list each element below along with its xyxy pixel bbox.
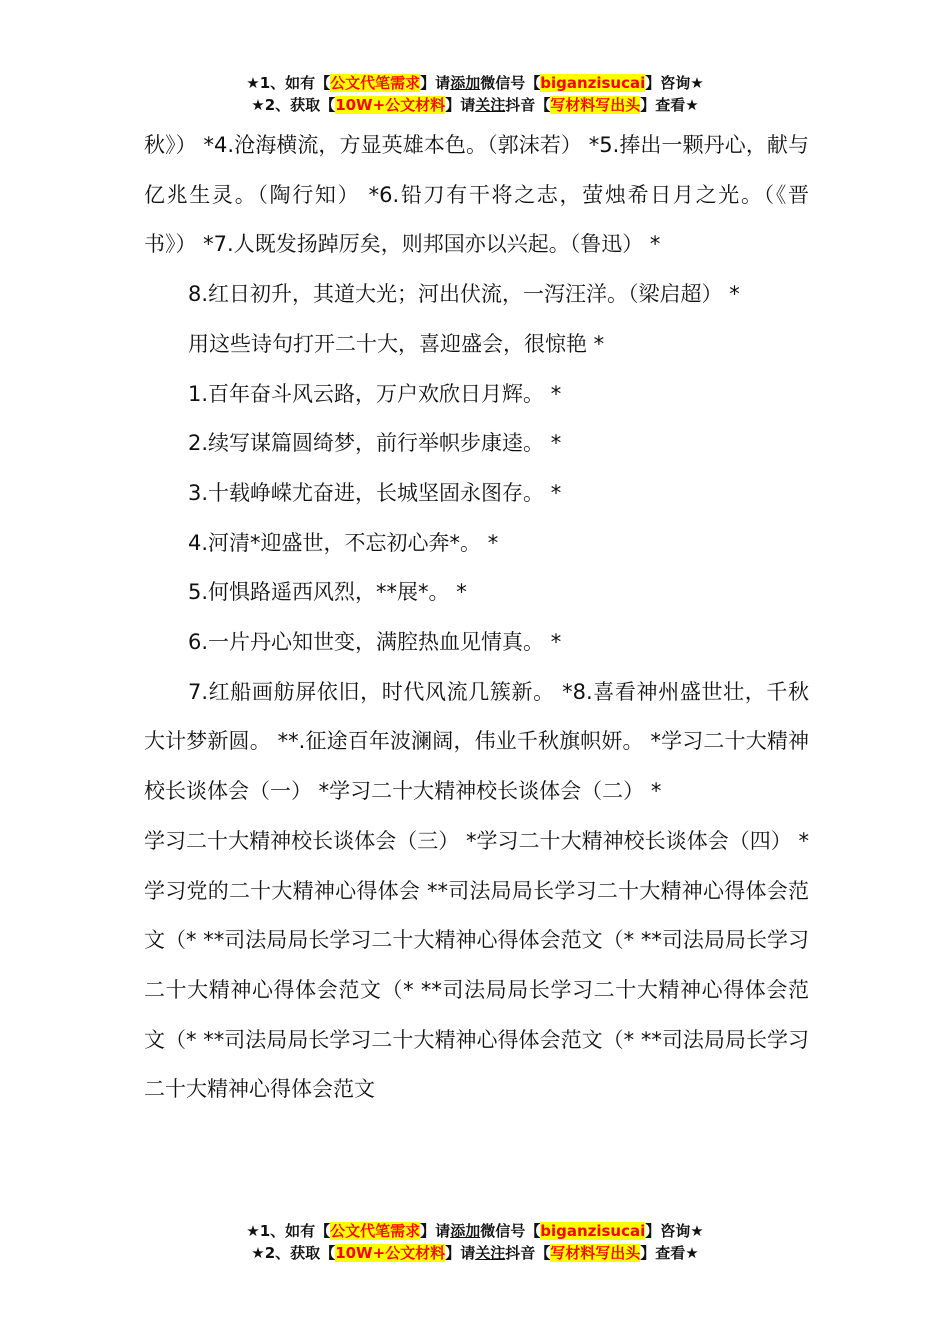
banner-text: ★1、如有【 bbox=[246, 74, 331, 92]
banner-text: ★2、获取【 bbox=[251, 1244, 336, 1262]
banner-text: 微信号【 bbox=[480, 74, 541, 92]
underlined-text: 添加 bbox=[450, 74, 481, 92]
banner-line-2 bbox=[0, 94, 950, 116]
highlight-text: 写材料写出头 bbox=[550, 1244, 641, 1262]
banner-text: 】请 bbox=[420, 1222, 451, 1240]
highlight-text: 公文代笔需求 bbox=[330, 1222, 421, 1240]
underlined-text: 关注 bbox=[475, 96, 506, 114]
banner-text: 】查看★ bbox=[640, 1244, 699, 1262]
paragraph: 1.百年奋斗风云路，万户欢欣日月辉。 * bbox=[188, 381, 562, 406]
banner-text: ★1、如有【 bbox=[246, 1222, 331, 1240]
banner-text: 微信号【 bbox=[480, 1222, 541, 1240]
highlight-text: biganzisucai bbox=[540, 74, 646, 92]
paragraph: 秋》） *4.沧海横流，方显英雄本色。（郭沫若） *5.捧出一颗丹心，献与亿兆生灵。（陶行知） *6.铅刀有干将之志，萤烛希日月之光。（《晋书》） *7.人既发扬踔厉矣，则邦国亦以兴起。（鲁迅） * bbox=[144, 133, 809, 257]
paragraph: 7.红船画舫屏依旧，时代风流几簇新。 *8.喜看神州盛世壮，千秋大计梦新圆。 **.征途百年波澜阔，伟业千秋旗帜妍。 *学习二十大精神校长谈体会（一） *学习二十大精神校长谈体会（二） * bbox=[144, 679, 809, 804]
paragraph: 6.一片丹心知世变，满腔热血见情真。 * bbox=[188, 630, 562, 655]
banner-line-2 bbox=[0, 1242, 950, 1264]
highlight-text: biganzisucai bbox=[540, 1222, 646, 1240]
paragraph: 8.红日初升，其道大光；河出伏流，一泻汪洋。（梁启超） * bbox=[188, 282, 740, 307]
banner-text: ★2、获取【 bbox=[251, 96, 336, 114]
bottom-banner bbox=[0, 1220, 950, 1264]
banner-text: 】请 bbox=[445, 1244, 476, 1262]
banner-text: 抖音【 bbox=[505, 1244, 551, 1262]
banner-line-1 bbox=[0, 1220, 950, 1242]
paragraph: 3.十载峥嵘尤奋进，长城坚固永图存。 * bbox=[188, 480, 562, 505]
banner-text: 抖音【 bbox=[505, 96, 551, 114]
paragraph: 2.续写谋篇圆绮梦，前行举帜步康逵。 * bbox=[188, 431, 562, 456]
banner-text: 】咨询★ bbox=[645, 1222, 704, 1240]
highlight-text: 10W+公文材料 bbox=[335, 96, 446, 114]
paragraph: 5.何惧路遥西风烈，**展*。 * bbox=[188, 580, 467, 605]
top-banner bbox=[0, 72, 950, 116]
paragraph: 学习二十大精神校长谈体会（三） *学习二十大精神校长谈体会（四） *学习党的二十大精神心得体会 **司法局局长学习二十大精神心得体会范文（* **司法局局长学习二十大精神心得体会范文（* **司法局局长学习二十大精神心得体会范文（* **司法局局长学习二十大精神心得体会范文（* **司法局局长学习二十大精神心得体会范文（* **司法局局长学习二十大精神心得体会范文 bbox=[144, 828, 809, 1102]
highlight-text: 10W+公文材料 bbox=[335, 1244, 446, 1262]
underlined-text: 添加 bbox=[450, 1222, 481, 1240]
highlight-text: 写材料写出头 bbox=[550, 96, 641, 114]
banner-text: 】咨询★ bbox=[645, 74, 704, 92]
banner-line-1 bbox=[0, 72, 950, 94]
paragraph: 4.河清*迎盛世，不忘初心奔*。 * bbox=[188, 530, 499, 555]
banner-text: 】请 bbox=[445, 96, 476, 114]
highlight-text: 公文代笔需求 bbox=[330, 74, 421, 92]
banner-text: 】请 bbox=[420, 74, 451, 92]
document-body bbox=[144, 121, 809, 1115]
underlined-text: 关注 bbox=[475, 1244, 506, 1262]
banner-text: 】查看★ bbox=[640, 96, 699, 114]
paragraph: 用这些诗句打开二十大，喜迎盛会，很惊艳 * bbox=[188, 331, 605, 356]
